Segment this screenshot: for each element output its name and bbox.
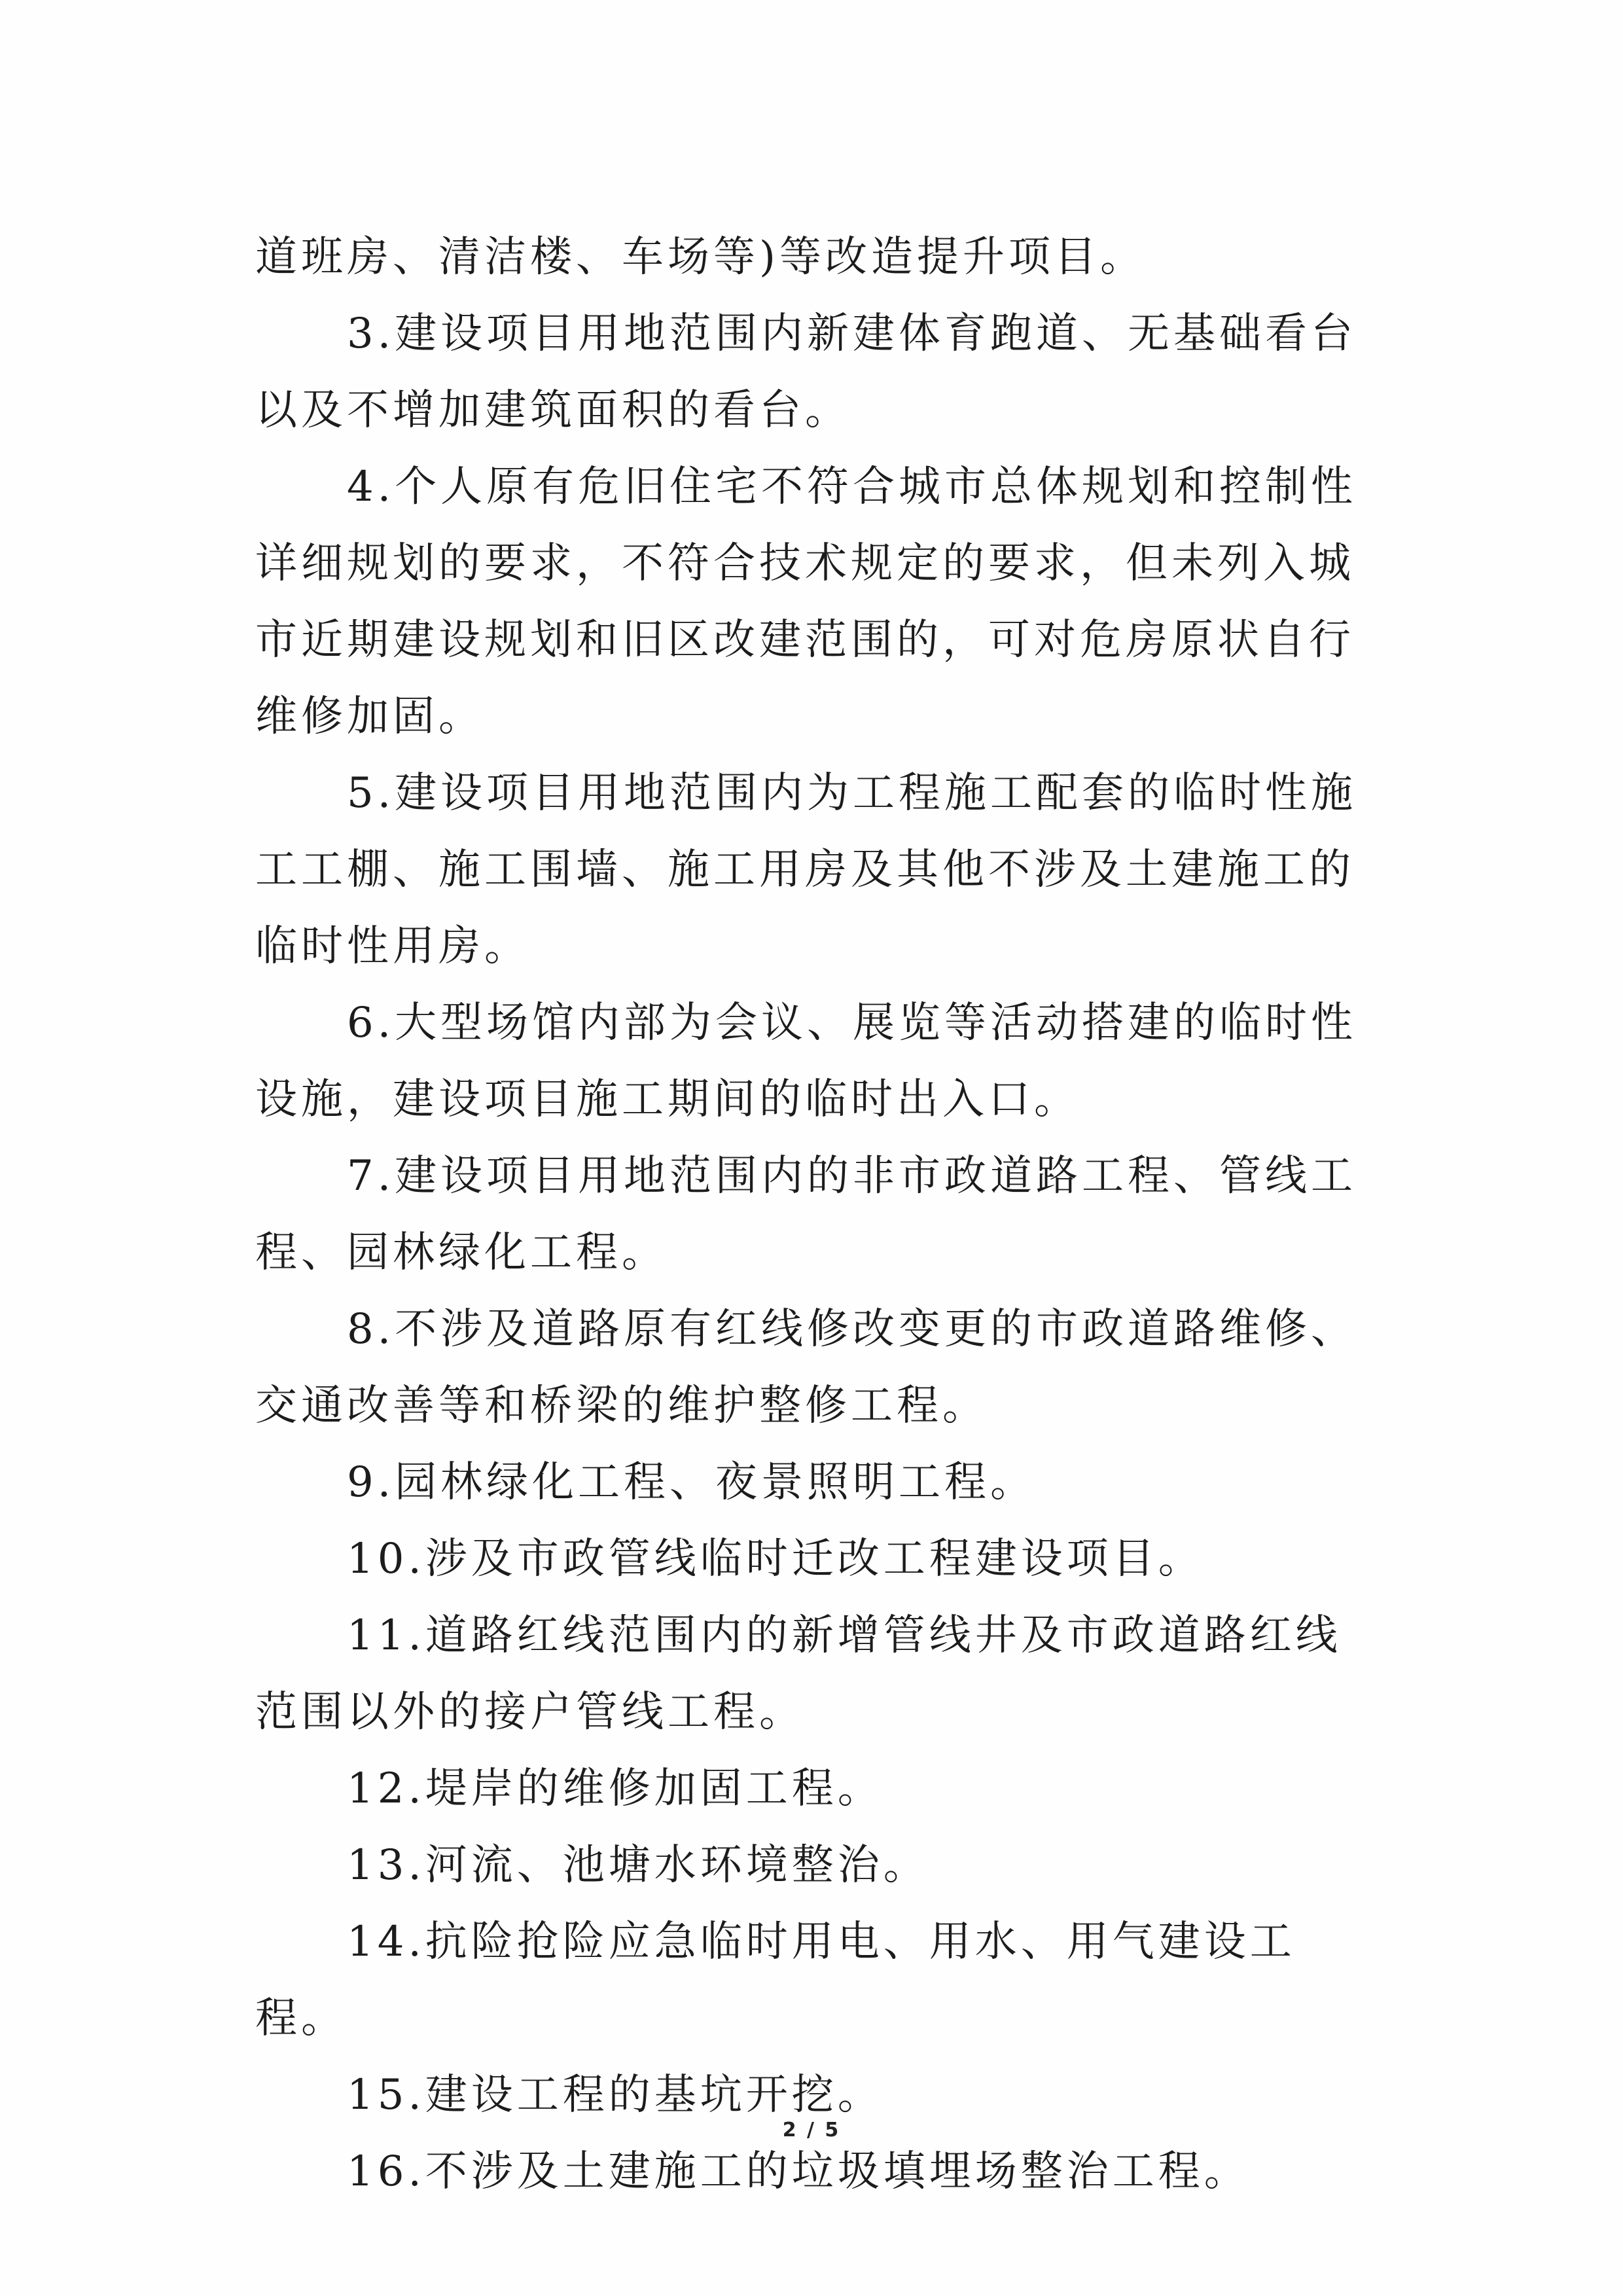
list-item-16: 16.不涉及土建施工的垃圾填埋场整治工程。 [347,2147,1250,2196]
document-body [255,219,1381,2210]
list-item-7: 7.建设项目用地范围内的非市政道路工程、管线工程、园林绿化工程。 [255,1152,1357,1277]
list-item-5: 5.建设项目用地范围内为工程施工配套的临时性施工工棚、施工围墙、施工用房及其他不涉及土建施工的临时性用房。 [255,769,1357,971]
list-item-15: 15.建设工程的基坑开挖。 [347,2071,883,2119]
list-item-11: 11.道路红线范围内的新增管线井及市政道路红线范围以外的接户管线工程。 [255,1611,1342,1736]
list-item-14: 14.抗险抢险应急临时用电、用水、用气建设工程。 [255,1918,1296,2043]
list-item-13: 13.河流、池塘水环境整治。 [347,1841,929,1890]
list-item-8: 8.不涉及道路原有红线修改变更的市政道路维修、交通改善等和桥梁的维护整修工程。 [255,1305,1357,1430]
list-item-6: 6.大型场馆内部为会议、展览等活动搭建的临时性设施，建设项目施工期间的临时出入口。 [255,999,1357,1124]
continuation-paragraph: 道班房、清洁楼、车场等)等改造提升项目。 [255,233,1146,281]
page-number: 2 / 5 [782,2119,841,2142]
list-item-3: 3.建设项目用地范围内新建体育跑道、无基础看台以及不增加建筑面积的看台。 [255,310,1357,435]
list-item-9: 9.园林绿化工程、夜景照明工程。 [347,1458,1037,1507]
list-item-4: 4.个人原有危旧住宅不符合城市总体规划和控制性详细规划的要求，不符合技术规定的要求，但未列入城市近期建设规划和旧区改建范围的，可对危房原状自行维修加固。 [255,463,1357,741]
list-item-12: 12.堤岸的维修加固工程。 [347,1765,883,1813]
list-item-10: 10.涉及市政管线临时迁改工程建设项目。 [347,1535,1204,1583]
